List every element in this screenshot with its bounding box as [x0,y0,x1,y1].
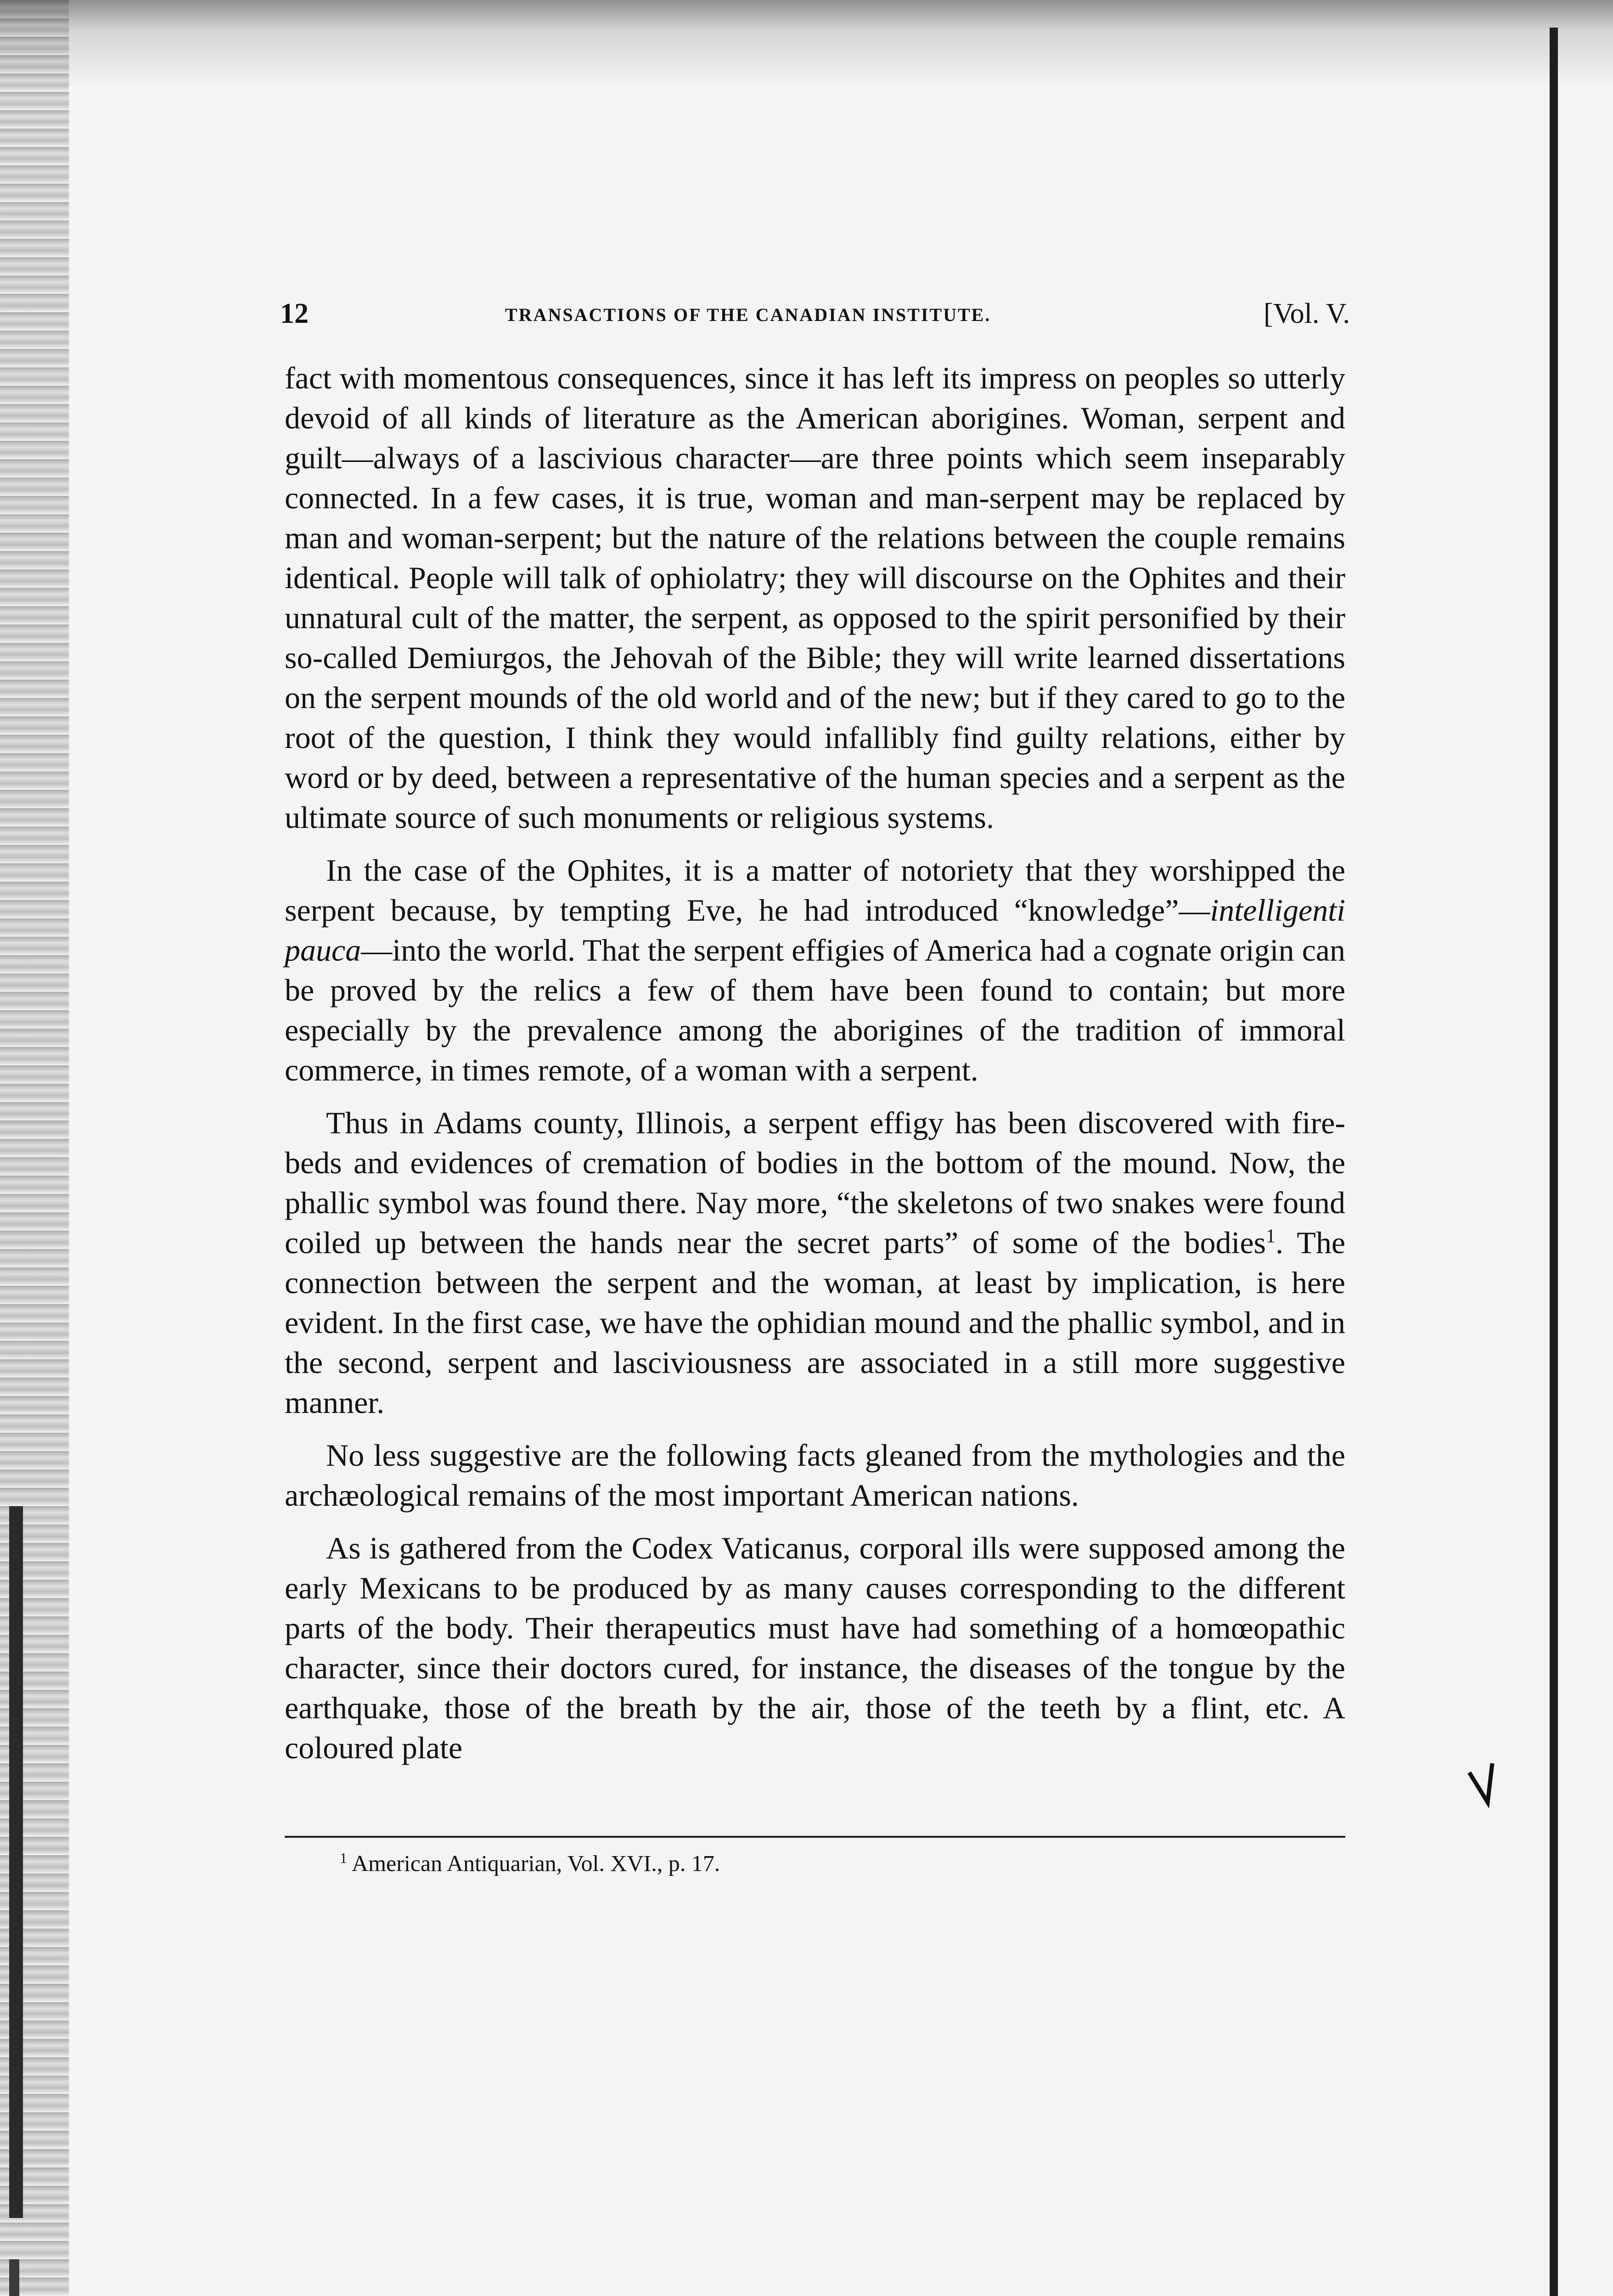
scan-shadow-top [0,0,1613,87]
paragraph-2-text-before: In the case of the Ophites, it is a matter of notoriety that they worshipped the serpent because, by tempting Eve, he had introduced “knowledge”— [285,853,1345,928]
paragraph-3 [285,1103,1345,1423]
footnote-number: 1 [340,1850,347,1866]
footnote [340,1850,720,1877]
paragraph-1: fact with momentous consequences, since it has left its impress on peoples so utterly devoid of all kinds of literature as the American aborigines. Woman, serpent and guilt—always of a lascivious character—are three points which seem inseparably connected. In a few cases, it is true, woman and man-serpent may be replaced by man and woman-serpent; but the nature of the relations between the couple remains identical. People will talk of ophiolatry; they will discourse on the Ophites and their unnatural cult of the matter, the serpent, as opposed to the spirit personified by their so-called Demiurgos, the Jehovah of the Bible; they will write learned dissertations on the serpent mounds of the old world and of the new; but if they cared to go to the root of the question, I think they would infallibly find guilty relations, either by word or by deed, between a representative of the human species and a serpent as the ultimate source of such monuments or religious systems. [285,360,1345,835]
footnote-divider [285,1836,1345,1838]
paragraph-2 [285,850,1345,1090]
running-title: TRANSACTIONS OF THE CANADIAN INSTITUTE. [505,304,991,325]
paragraph-3-text-after: . The connection between the serpent and the woman, at least by implication, is here evident. In the first case, we have the ophidian mound and the phallic symbol, and in the second, serpent and lasciviousness are associated in a still more suggestive manner. [285,1225,1345,1420]
scan-dark-strip [9,1506,23,2218]
paragraph-5: As is gathered from the Codex Vaticanus, corporal ills were supposed among the early Mexicans to be produced by as many causes corresponding to the different parts of the body. Their therapeutics must have had something of a homœopathic character, since their doctors cured, for instance, the diseases of the tongue by the earthquake, those of the breath by the air, those of the teeth by a flint, etc. A coloured plate [285,1531,1345,1765]
paragraph-4: No less suggestive are the following facts gleaned from the mythologies and the archæological remains of the most important American nations. [285,1438,1345,1513]
body-text [285,358,1345,1768]
paragraph-2-italic: intelligenti pauca [285,893,1345,968]
footnote-text: American Antiquarian, Vol. XVI., p. 17. [352,1850,720,1876]
page-header [280,298,1350,334]
paragraph-3-text-before: Thus in Adams county, Illinois, a serpent effigy has been discovered with fire-beds and evidences of cremation of bodies in the bottom of the mound. Now, the phallic symbol was found there. Nay more, “the skeletons of two snakes were found coiled up between the hands near the secret parts” of some of the bodies [285,1105,1345,1260]
page-number: 12 [280,298,309,329]
check-mark-icon [1467,1759,1508,1809]
scan-dark-strip-lower [9,2259,19,2296]
paragraph-2-text-after: —into the world. That the serpent effigies of America had a cognate origin can be proved by the relics a few of them have been found to contain; but more especially by the prevalence among the aborigines of the tradition of immoral commerce, in times remote, of a woman with a serpent. [285,933,1345,1087]
page-right-edge [1550,28,1558,2296]
volume-label: [Vol. V. [1264,298,1350,329]
footnote-reference[interactable]: 1 [1266,1226,1276,1247]
